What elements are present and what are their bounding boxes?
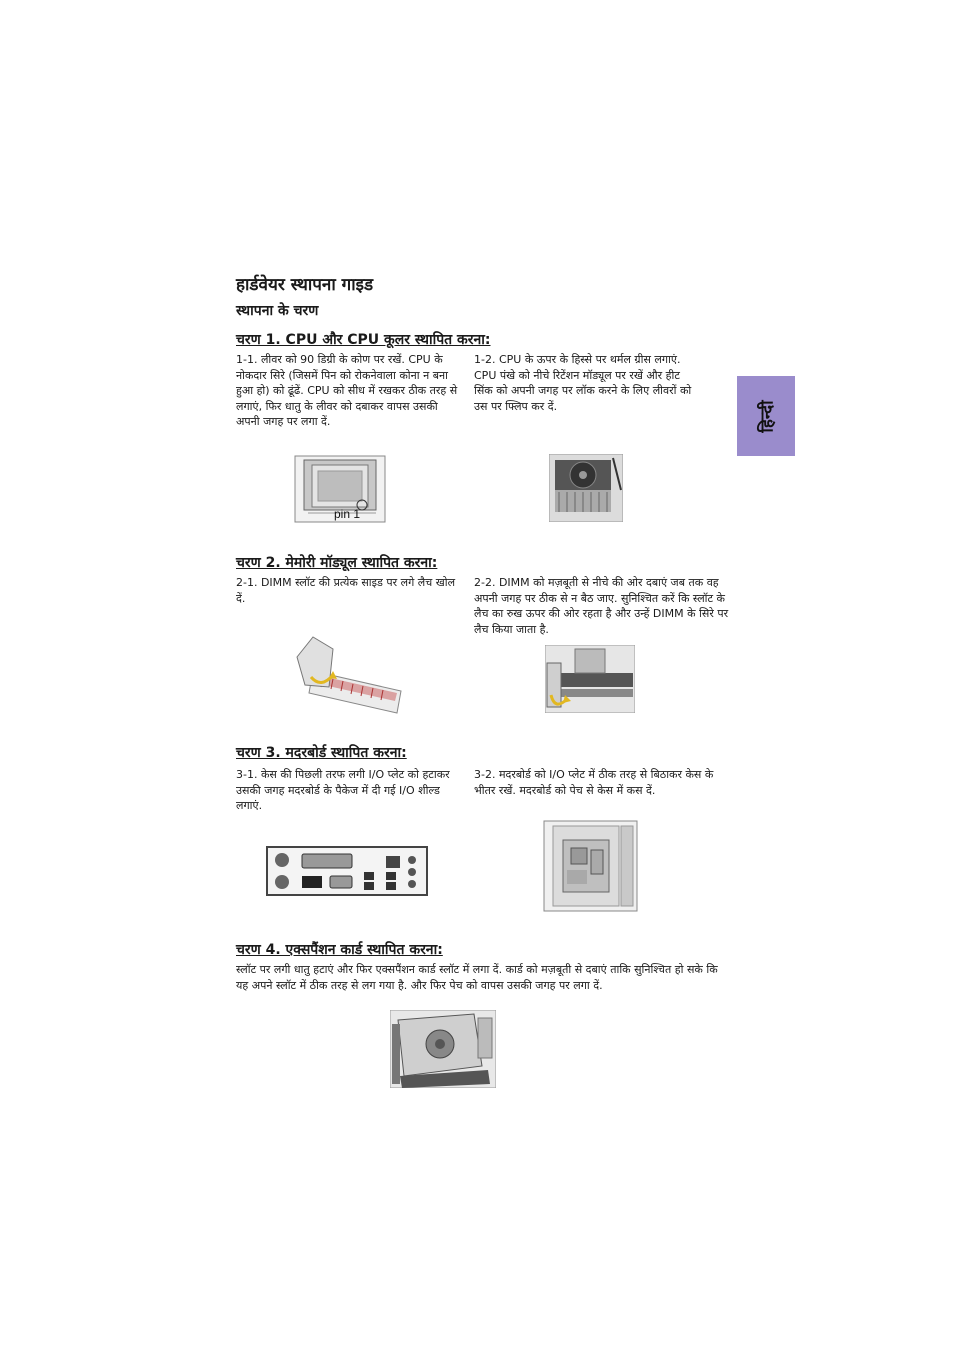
step-2-2-text: 2-2. DIMM को मज़बूती से नीचे की ओर दबाएं जब तक वह अपनी जगह पर ठीक से न बैठ जाए. सुनिश्चित करें कि स्लॉट के लैच का रुख ऊपर की ओर रहता है और उन्हें DIMM के सिरे पर लैच किया जाता है.: [474, 576, 729, 636]
io-shield-illustration: [266, 846, 428, 896]
step-4-text: स्लॉट पर लगी धातु हटाएं और फिर एक्सपैंशन कार्ड स्लॉट में लगा दें. कार्ड को मज़बूती से दबाएं ताकि सुनिश्चित हो सके कि यह अपने स्लॉट में ठीक तरह से लग गया है. और फिर पेच को वापस उसकी जगह पर लगा दें.: [236, 963, 718, 992]
cpu-socket-illustration: [294, 455, 386, 523]
cpu-cooler-illustration: [549, 454, 623, 522]
page-subtitle: स्थापना के चरण: [236, 303, 319, 319]
cpu-socket-figure: [294, 455, 386, 523]
step-1-heading: चरण 1. CPU और CPU कूलर स्थापित करना:: [236, 332, 491, 348]
step-2-1-text: 2-1. DIMM स्लॉट की प्रत्येक साइड पर लगे लैच खोल दें.: [236, 576, 456, 605]
cpu-cooler-figure: [549, 454, 623, 522]
expansion-card-figure: [390, 1010, 496, 1088]
step-3-heading: चरण 3. मदरबोर्ड स्थापित करना:: [236, 745, 407, 761]
pin-1-label: pin 1: [334, 507, 361, 521]
expansion-card-illustration: [390, 1010, 496, 1088]
step-4-heading: चरण 4. एक्सपैंशन कार्ड स्थापित करना:: [236, 942, 443, 958]
step-2-heading: चरण 2. मेमोरी मॉड्यूल स्थापित करना:: [236, 555, 438, 571]
dimm-slot-illustration: [293, 631, 403, 715]
io-shield-figure: [266, 846, 428, 896]
language-tab-label: हिन्दी: [757, 399, 778, 433]
case-illustration: [543, 820, 638, 912]
step-3-1-text: 3-1. केस की पिछली तरफ लगी I/O प्लेट को हटाकर उसकी जगह मदरबोर्ड के पैकेज में दी गई I/O शील्ड लगाएं.: [236, 768, 450, 812]
dimm-latch-figure: [293, 631, 403, 715]
step-3-2-text: 3-2. मदरबोर्ड को I/O प्लेट में ठीक तरह से बिठाकर केस के भीतर रखें. मदरबोर्ड को पेच से केस में कस दें.: [474, 768, 714, 797]
step-1-1-text: 1-1. लीवर को 90 डिग्री के कोण पर रखें. CPU के नोकदार सिरे (जिसमें पिन को रोकनेवाला कोना न बना हुआ हो) को ढूंढें. CPU को सीध में रखकर ठीक तरह से लगाएं, फिर धातु के लीवर को दबाकर वापस उसकी अपनी जगह पर लगा दें.: [236, 353, 458, 428]
language-tab[interactable]: [737, 376, 795, 456]
motherboard-case-figure: [543, 820, 638, 912]
step-1-2-text: 1-2. CPU के ऊपर के हिस्से पर थर्मल ग्रीस लगाएं. CPU पंखे को नीचे रिटेंशन मॉड्यूल पर रखें और हीट सिंक को अपनी जगह पर लॉक करने के लिए लीवरों को उस पर फ्लिप कर दें.: [474, 353, 692, 413]
page-title: हार्डवेयर स्थापना गाइड: [236, 275, 374, 295]
dimm-insert-figure: [545, 645, 635, 713]
dimm-insert-illustration: [545, 645, 635, 713]
